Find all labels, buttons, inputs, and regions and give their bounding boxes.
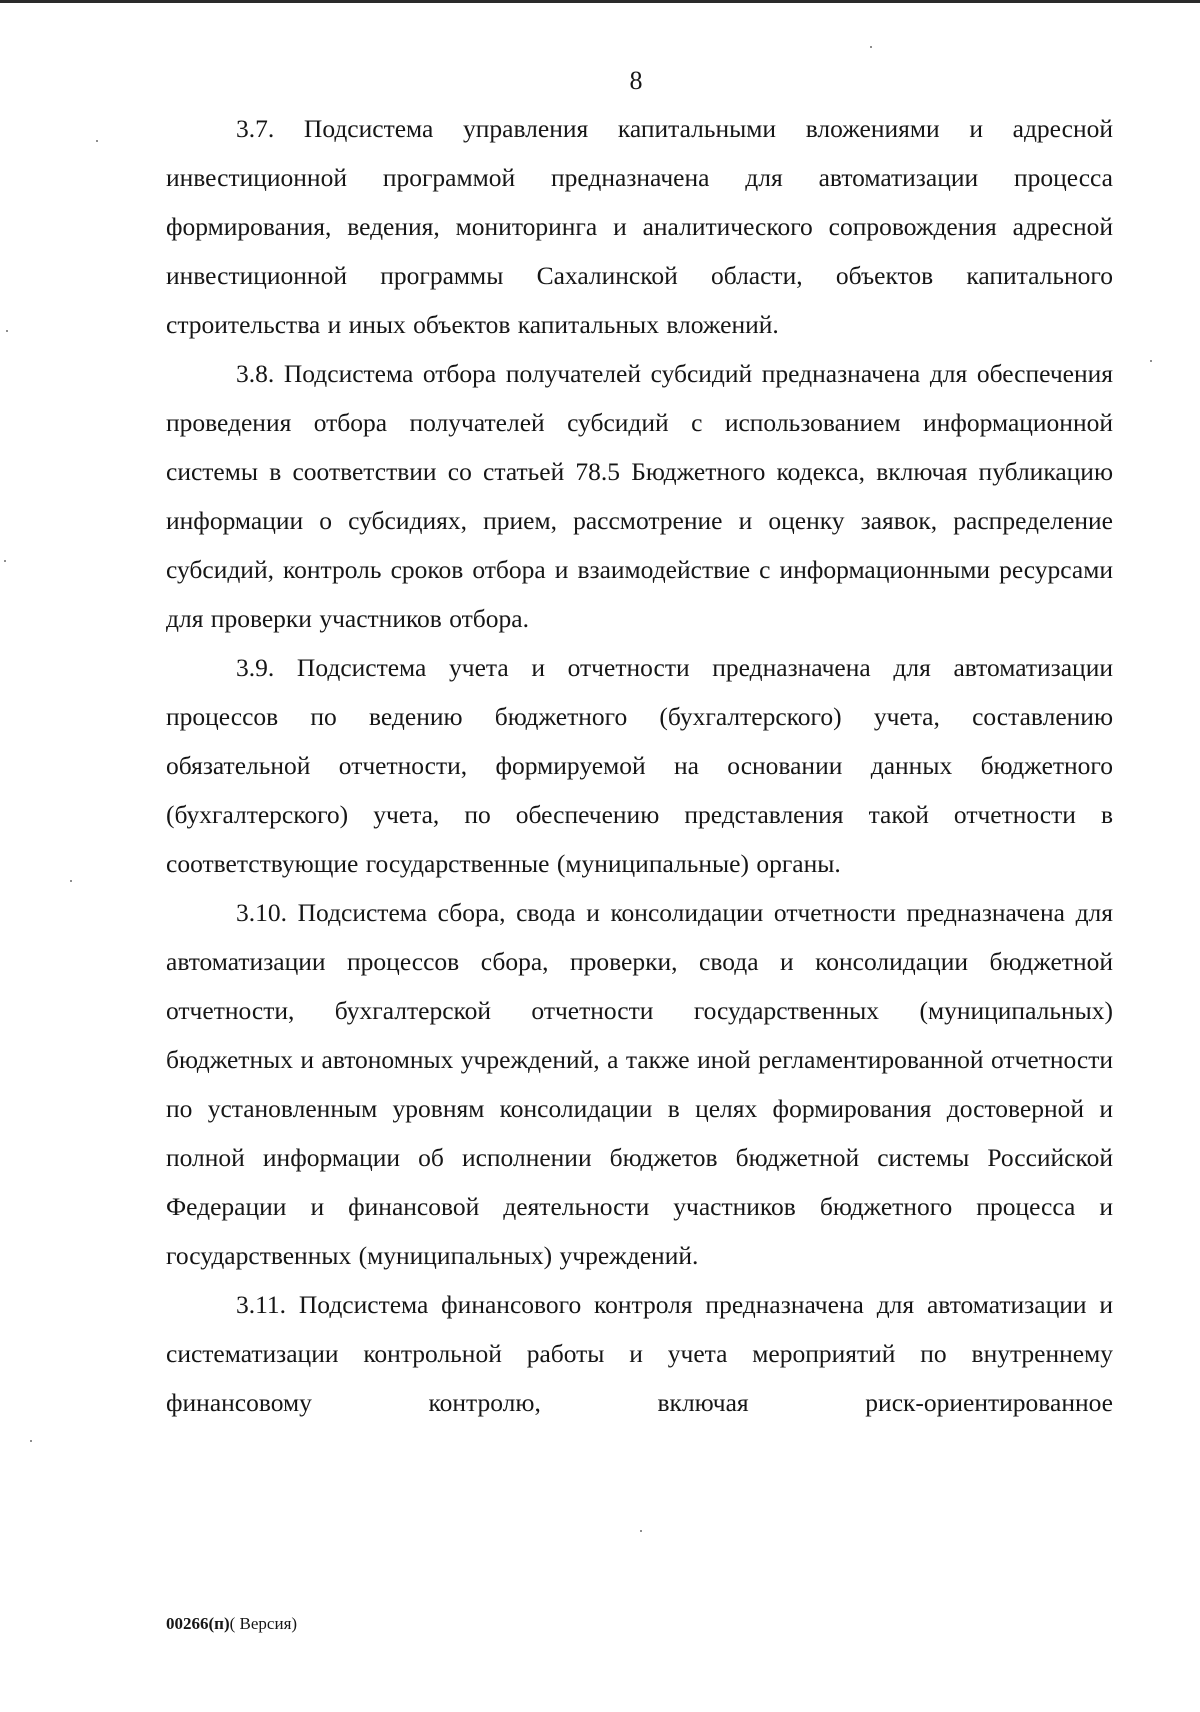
scan-speck xyxy=(4,560,6,562)
scan-speck xyxy=(1150,360,1152,362)
footer-document-number: 00266(п) xyxy=(166,1614,230,1633)
document-footer-code xyxy=(166,1614,297,1634)
scan-speck xyxy=(70,880,72,882)
footer-version-label: ( Версия) xyxy=(229,1614,298,1633)
paragraph-3-11: 3.11. Подсистема финансового контроля предназначена для автоматизации и систематизации контрольной работы и учета мероприятий по внутреннему финансовому контролю, включая риск-ориентированное xyxy=(166,1290,1113,1417)
scan-speck xyxy=(6,330,8,332)
paragraph-3-8: 3.8. Подсистема отбора получателей субсидий предназначена для обеспечения проведения отбора получателей субсидий с использованием информационной системы в соответствии со статьей 78.5 Бюджетного кодекса, включая публикацию информации о субсидиях, прием, рассмотрение и оценку заявок, распределение субсидий, контроль сроков отбора и взаимодействие с информационными ресурсами для проверки участников отбора. xyxy=(166,359,1113,633)
page-top-edge xyxy=(0,0,1200,3)
paragraph-3-7: 3.7. Подсистема управления капитальными вложениями и адресной инвестиционной программой предназначена для автоматизации процесса формирования, ведения, мониторинга и аналитического сопровождения адресной инвестиционной программы Сахалинской области, объектов капитального строительства и иных объектов капитальных вложений. xyxy=(166,114,1113,339)
scan-speck xyxy=(30,1440,32,1442)
scan-speck xyxy=(640,1530,642,1532)
document-body xyxy=(166,104,1113,1427)
page-number: 8 xyxy=(629,66,643,95)
scan-speck xyxy=(96,140,98,142)
paragraph-3-9: 3.9. Подсистема учета и отчетности предназначена для автоматизации процессов по ведению бюджетного (бухгалтерского) учета, составлению обязательной отчетности, формируемой на основании данных бюджетного (бухгалтерского) учета, по обеспечению представления такой отчетности в соответствующие государственные (муниципальные) органы. xyxy=(166,653,1113,878)
paragraph-3-10: 3.10. Подсистема сбора, свода и консолидации отчетности предназначена для автоматизации процессов сбора, проверки, свода и консолидации бюджетной отчетности, бухгалтерской отчетности государственных (муниципальных) бюджетных и автономных учреждений, а также иной регламентированной отчетности по установленным уровням консолидации в целях формирования достоверной и полной информации об исполнении бюджетов бюджетной системы Российской Федерации и финансовой деятельности участников бюджетного процесса и государственных (муниципальных) учреждений. xyxy=(166,898,1113,1270)
scan-speck xyxy=(870,46,872,48)
